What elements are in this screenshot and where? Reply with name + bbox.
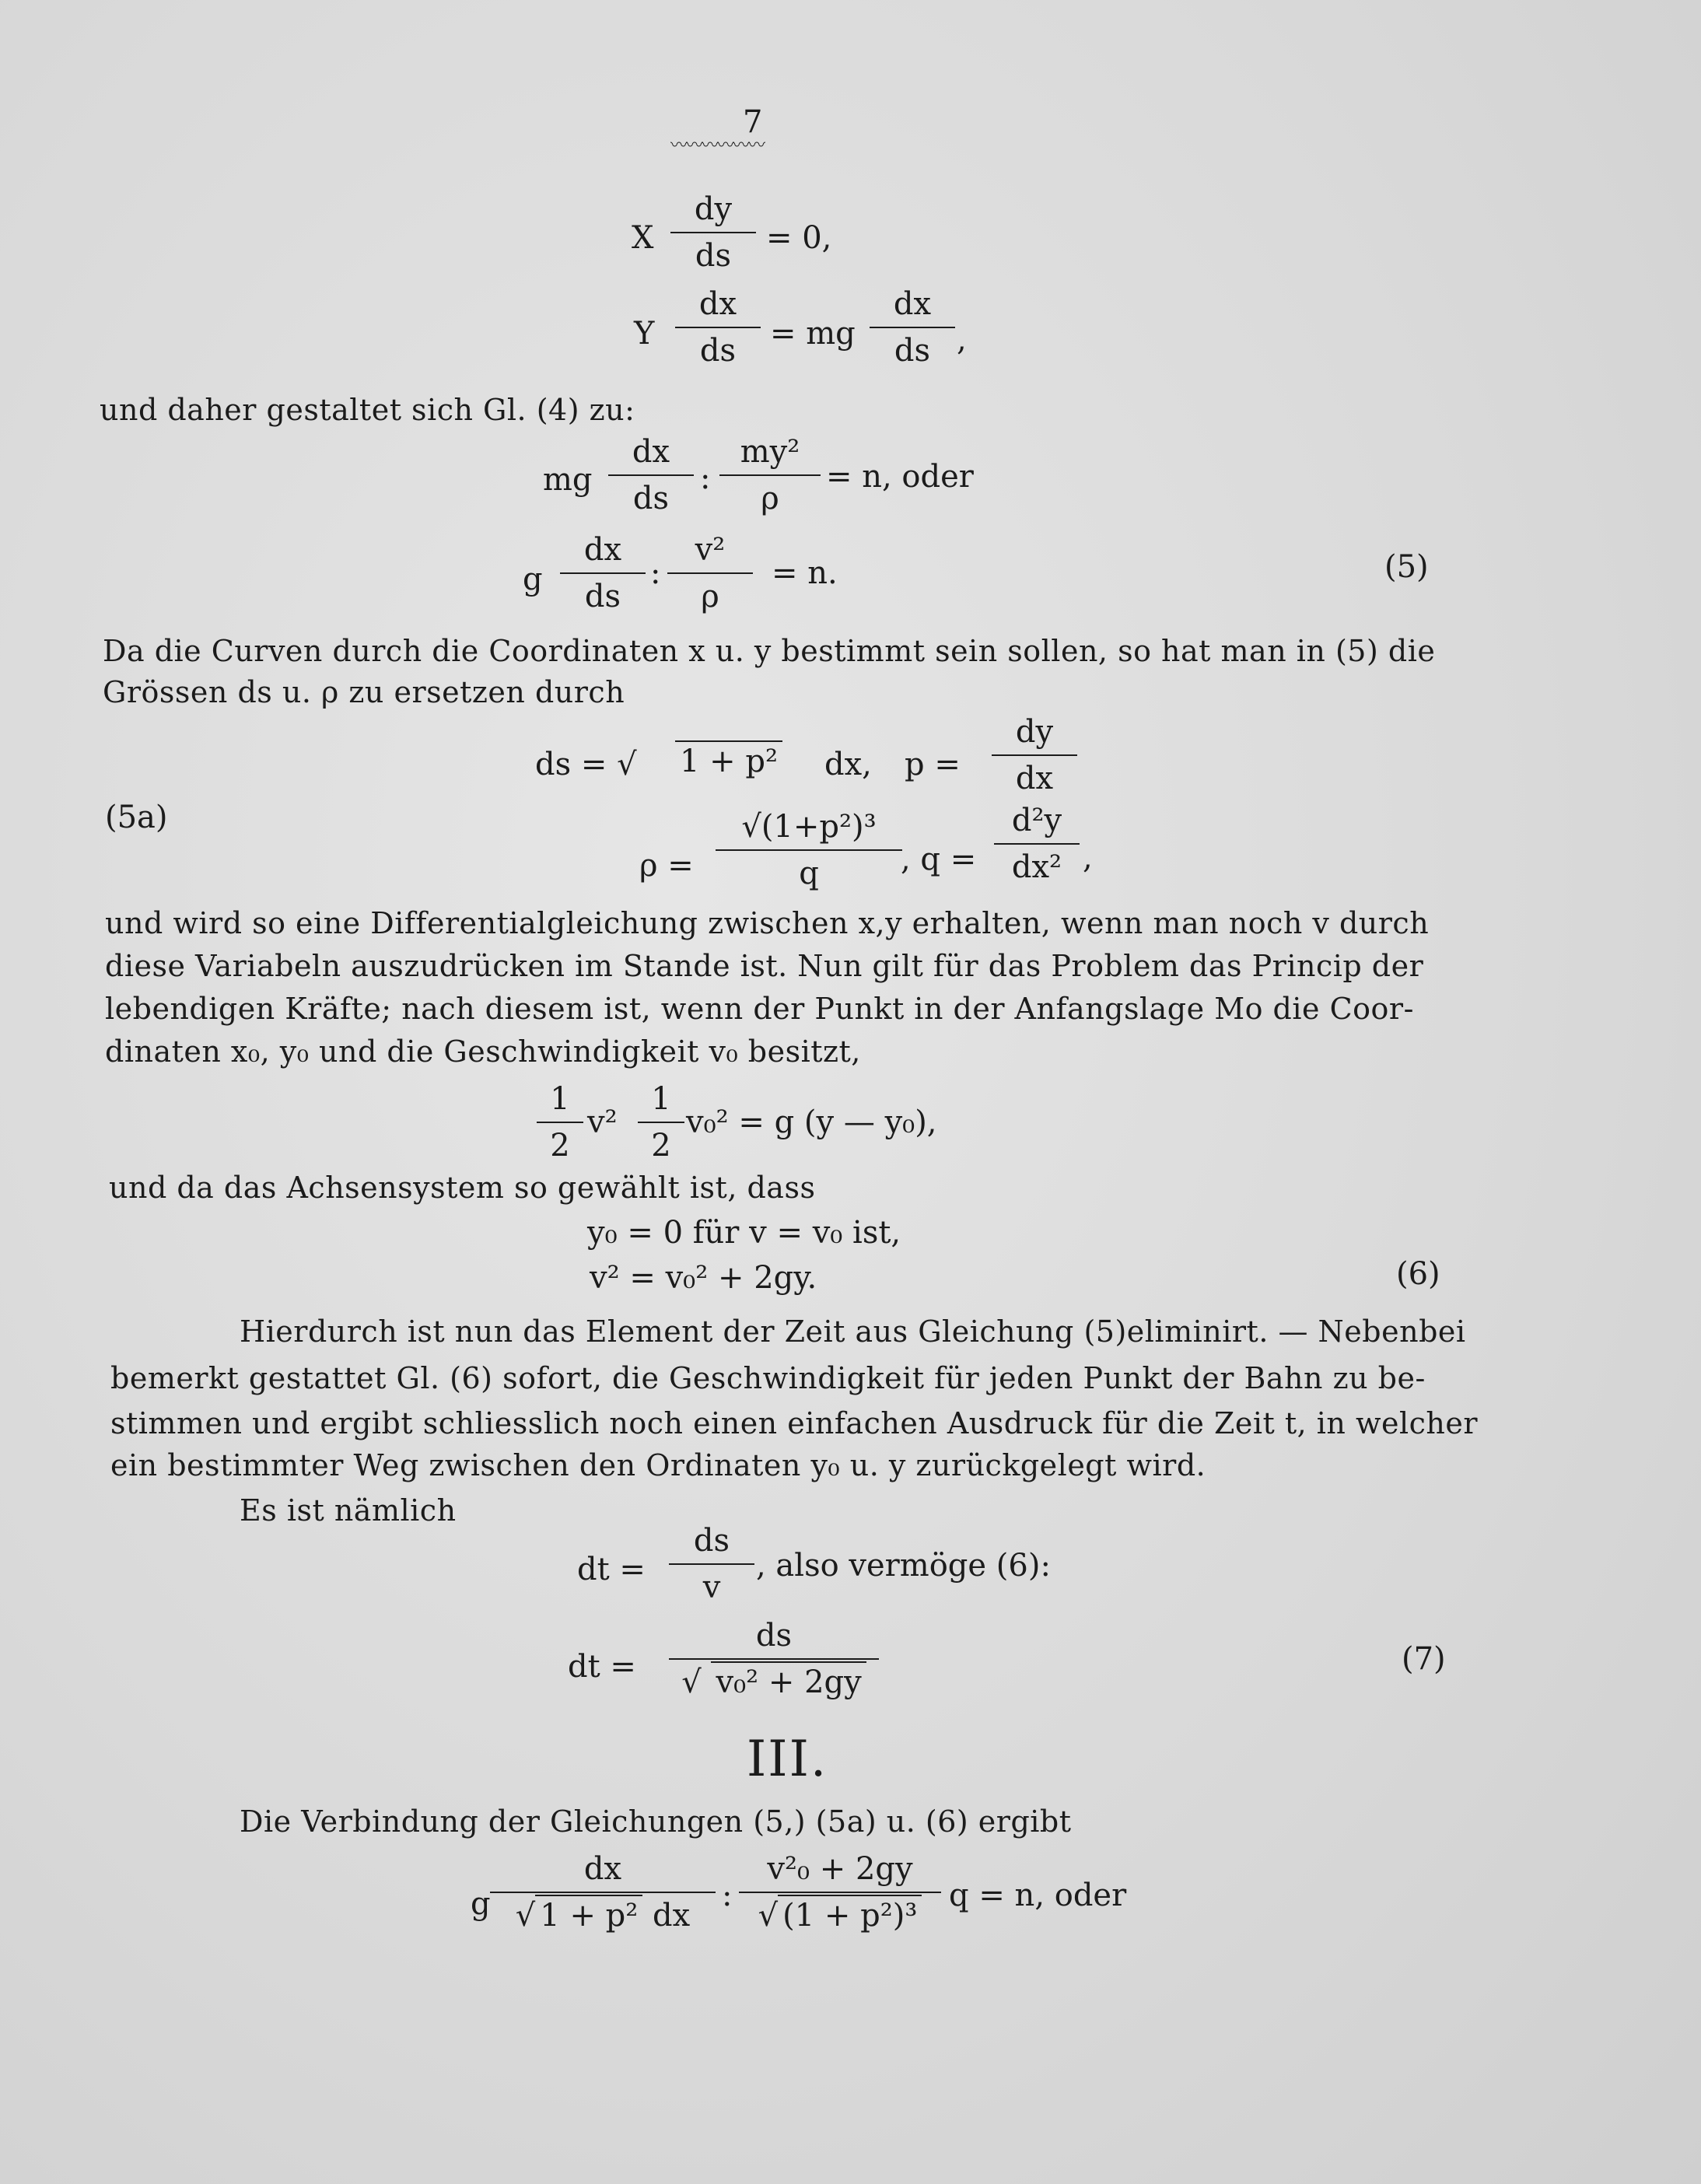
eq5a-rho-fraction xyxy=(716,809,902,891)
page-number: 7 xyxy=(743,104,763,140)
eq6a-fraction-1 xyxy=(537,1081,583,1164)
para2-line-2: diese Variabeln auszudrücken im Stande ist. Nun gilt für das Problem das Princip der xyxy=(105,949,1424,983)
eq8-root-sign-2: √ xyxy=(758,1898,779,1934)
eq5a-q-fraction xyxy=(994,803,1080,885)
eq7-label: (7) xyxy=(1402,1641,1446,1677)
eq5a-p-fraction xyxy=(992,714,1077,796)
eq2-end: , xyxy=(957,322,967,358)
eq5a-p-numerator: dy xyxy=(992,714,1077,756)
eq4-label: (5) xyxy=(1384,549,1429,585)
eq5a-p-denominator: dx xyxy=(1015,761,1054,796)
eq7-fraction xyxy=(669,1618,879,1700)
eq3-colon: : xyxy=(700,460,711,496)
eq5a-q-denominator: dx² xyxy=(1011,849,1062,885)
para2-line-4: dinaten x₀, y₀ und die Geschwindigkeit v₀ besitzt, xyxy=(105,1034,861,1069)
para2-line-3: lebendigen Kräfte; nach diesem ist, wenn der Punkt in der Anfangslage Mo die Coor- xyxy=(105,992,1414,1026)
eq1-numerator: dy xyxy=(670,191,756,233)
eq8-numerator-2: v²₀ + 2gy xyxy=(739,1851,941,1893)
eq6a-denominator-1: 2 xyxy=(550,1128,570,1164)
ornament-rule: 〰〰〰〰〰〰 xyxy=(670,136,765,156)
eq2-fraction-2 xyxy=(870,286,955,369)
eq6a-fraction-2 xyxy=(638,1081,684,1164)
eq4-denominator-2: ρ xyxy=(701,579,719,614)
para3-line-3: stimmen und ergibt schliesslich noch einen einfachen Ausdruck für die Zeit t, in welcher xyxy=(110,1406,1479,1440)
eq2-numerator-1: dx xyxy=(675,286,761,328)
eq5a-q-end: , xyxy=(1083,840,1093,876)
eq8-denominator-1-end: dx xyxy=(653,1898,691,1934)
eq8-fraction-1 xyxy=(490,1851,716,1934)
eq7a-lhs: dt = xyxy=(577,1552,646,1587)
eq5a-label: (5a) xyxy=(105,800,168,835)
eq8-radicand-1: 1 + p² xyxy=(535,1895,642,1934)
eq2-numerator-2: dx xyxy=(870,286,955,328)
eq4-rhs: = n. xyxy=(772,555,838,591)
eq7-denominator xyxy=(669,1660,879,1700)
eq7-numerator: ds xyxy=(669,1618,879,1660)
eq6a-term-1: v² xyxy=(587,1104,618,1140)
eq4-lhs: g xyxy=(523,562,543,597)
eq2-denominator-2: ds xyxy=(894,333,931,369)
eq8-lhs: g xyxy=(471,1886,491,1922)
eq5a-q-numerator: d²y xyxy=(994,803,1080,845)
eq4-fraction-2 xyxy=(667,532,753,614)
eq8-denominator-2 xyxy=(739,1893,941,1934)
eq3-numerator-2: my² xyxy=(719,434,821,476)
eq5a-rho-denominator: q xyxy=(799,856,819,891)
para3-line-1: Hierdurch ist nun das Element der Zeit aus Gleichung (5)eliminirt. — Nebenbei xyxy=(240,1314,1466,1349)
eq8-colon: : xyxy=(722,1878,733,1913)
eq8-denominator-1 xyxy=(490,1893,716,1934)
eq4-fraction-1 xyxy=(560,532,646,614)
eq7-root-sign: √ xyxy=(681,1664,702,1700)
eq6b: y₀ = 0 für v = v₀ ist, xyxy=(587,1215,901,1251)
eq3-fraction-1 xyxy=(608,434,694,516)
para2-line-1: und wird so eine Differentialgleichung zwischen x,y erhalten, wenn man noch v durch xyxy=(105,906,1430,940)
eq7a-numerator: ds xyxy=(669,1523,754,1565)
para1-line-2: Grössen ds u. ρ zu ersetzen durch xyxy=(103,675,625,709)
eq7a-denominator: v xyxy=(702,1570,721,1605)
eq6a-numerator-1: 1 xyxy=(537,1081,583,1123)
eq4-denominator-1: ds xyxy=(584,579,621,614)
eq7-radicand: v₀² + 2gy xyxy=(711,1661,866,1700)
eq5a-ds-radical: 1 + p² xyxy=(675,740,782,779)
eq8-root-sign-1: √ xyxy=(515,1898,536,1934)
eq1-lhs: X xyxy=(632,220,654,256)
eq5a-q-lhs: , q = xyxy=(901,842,977,877)
eq5a-ds-radicand xyxy=(675,744,782,779)
para1-line-1: Da die Curven durch die Coordinaten x u. y bestimmt sein sollen, so hat man in (5) die xyxy=(103,634,1436,668)
eq7a-fraction xyxy=(669,1523,754,1605)
eq7-lhs: dt = xyxy=(568,1649,636,1685)
eq3-fraction-2 xyxy=(719,434,821,516)
eq2-fraction-1 xyxy=(675,286,761,369)
text-line-3: Es ist nämlich xyxy=(240,1493,457,1528)
eq7a-rhs: , also vermöge (6): xyxy=(756,1548,1051,1584)
eq3-denominator-1: ds xyxy=(632,481,670,516)
eq6c-label: (6) xyxy=(1396,1256,1440,1292)
eq2-lhs: Y xyxy=(634,316,655,352)
eq8-fraction-2 xyxy=(739,1851,941,1934)
eq5a-rho-numerator: √(1+p²)³ xyxy=(716,809,902,851)
eq3-numerator-1: dx xyxy=(608,434,694,476)
eq6c: v² = v₀² + 2gy. xyxy=(590,1260,817,1296)
eq3-rhs: = n, oder xyxy=(826,459,974,495)
text-line-1: und daher gestaltet sich Gl. (4) zu: xyxy=(100,393,635,427)
eq5a-ds-lhs: ds = √ xyxy=(535,747,637,782)
text-line-2: und da das Achsensystem so gewählt ist, dass xyxy=(109,1171,816,1205)
eq5a-p-lhs: p = xyxy=(905,747,961,782)
eq6a-term-2: v₀² = g (y — y₀), xyxy=(686,1104,937,1140)
section-heading: III. xyxy=(747,1731,828,1788)
eq4-numerator-2: v² xyxy=(667,532,753,574)
eq4-colon: : xyxy=(650,555,661,591)
eq1-fraction xyxy=(670,191,756,274)
para3-line-2: bemerkt gestattet Gl. (6) sofort, die Geschwindigkeit für jeden Punkt der Bahn zu be- xyxy=(110,1361,1426,1395)
eq3-denominator-2: ρ xyxy=(761,481,779,516)
eq5a-rho-lhs: ρ = xyxy=(639,848,694,884)
eq6a-numerator-2: 1 xyxy=(638,1081,684,1123)
eq8-rhs: q = n, oder xyxy=(949,1878,1127,1913)
eq2-middle: = mg xyxy=(770,316,856,352)
eq4-numerator-1: dx xyxy=(560,532,646,574)
eq8-radicand-2: (1 + p²)³ xyxy=(778,1895,922,1934)
text-line-4: Die Verbindung der Gleichungen (5,) (5a) u. (6) ergibt xyxy=(240,1804,1072,1839)
eq1-denominator: ds xyxy=(695,238,732,274)
eq3-lhs: mg xyxy=(543,462,593,498)
eq5a-ds-end: dx, xyxy=(824,747,872,782)
para3-line-4: ein bestimmter Weg zwischen den Ordinaten y₀ u. y zurückgelegt wird. xyxy=(110,1448,1206,1482)
eq8-numerator-1: dx xyxy=(490,1851,716,1893)
eq2-denominator-1: ds xyxy=(699,333,737,369)
eq6a-denominator-2: 2 xyxy=(651,1128,671,1164)
eq1-rhs: = 0, xyxy=(766,220,832,256)
